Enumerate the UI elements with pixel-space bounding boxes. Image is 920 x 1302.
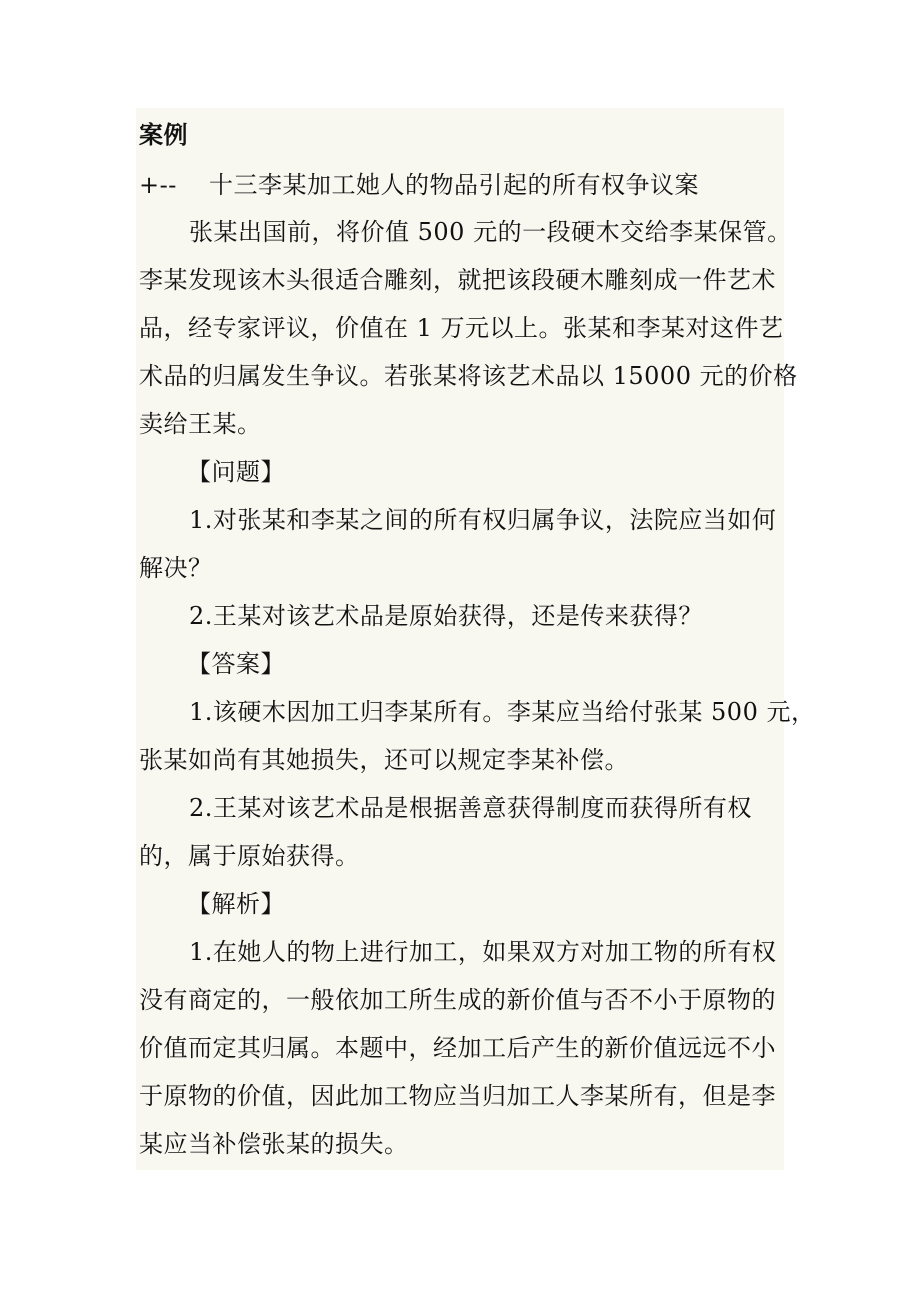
paragraph-line: 张某出国前，将价值 500 元的一段硬木交给李某保管。 bbox=[189, 218, 792, 246]
analysis-line: 没有商定的，一般依加工所生成的新价值与否不小于原物的 bbox=[139, 986, 776, 1014]
answer-line: 的，属于原始获得。 bbox=[139, 842, 360, 870]
paragraph-line: 卖给王某。 bbox=[139, 410, 262, 438]
question-line: 2.王某对该艺术品是原始获得，还是传来获得？ bbox=[189, 602, 703, 630]
case-marker: +-- bbox=[139, 171, 177, 199]
section-heading-question: 【问题】 bbox=[187, 458, 285, 486]
paragraph-line: 李某发现该木头很适合雕刻，就把该段硬木雕刻成一件艺术 bbox=[139, 266, 776, 294]
paragraph-line: 术品的归属发生争议。若张某将该艺术品以 15000 元的价格 bbox=[139, 362, 798, 390]
analysis-line: 价值而定其归属。本题中，经加工后产生的新价值远远不小 bbox=[139, 1034, 776, 1062]
analysis-line: 于原物的价值，因此加工物应当归加工人李某所有，但是李 bbox=[139, 1082, 776, 1110]
question-line: 1.对张某和李某之间的所有权归属争议，法院应当如何 bbox=[189, 506, 777, 534]
document-heading: 案例 bbox=[139, 121, 188, 149]
case-title: 十三李某加工她人的物品引起的所有权争议案 bbox=[209, 171, 699, 199]
section-heading-analysis: 【解析】 bbox=[187, 890, 285, 918]
question-line: 解决？ bbox=[139, 554, 213, 582]
case-title-line bbox=[139, 170, 699, 200]
answer-line: 2.王某对该艺术品是根据善意获得制度而获得所有权 bbox=[189, 794, 752, 822]
answer-line: 1.该硬木因加工归李某所有。李某应当给付张某 500 元， bbox=[189, 698, 816, 726]
section-heading-answer: 【答案】 bbox=[187, 650, 285, 678]
analysis-line: 1.在她人的物上进行加工，如果双方对加工物的所有权 bbox=[189, 938, 777, 966]
paragraph-line: 品，经专家评议，价值在 1 万元以上。张某和李某对这件艺 bbox=[139, 314, 784, 342]
analysis-line: 某应当补偿张某的损失。 bbox=[139, 1130, 409, 1158]
answer-line: 张某如尚有其她损失，还可以规定李某补偿。 bbox=[139, 746, 629, 774]
